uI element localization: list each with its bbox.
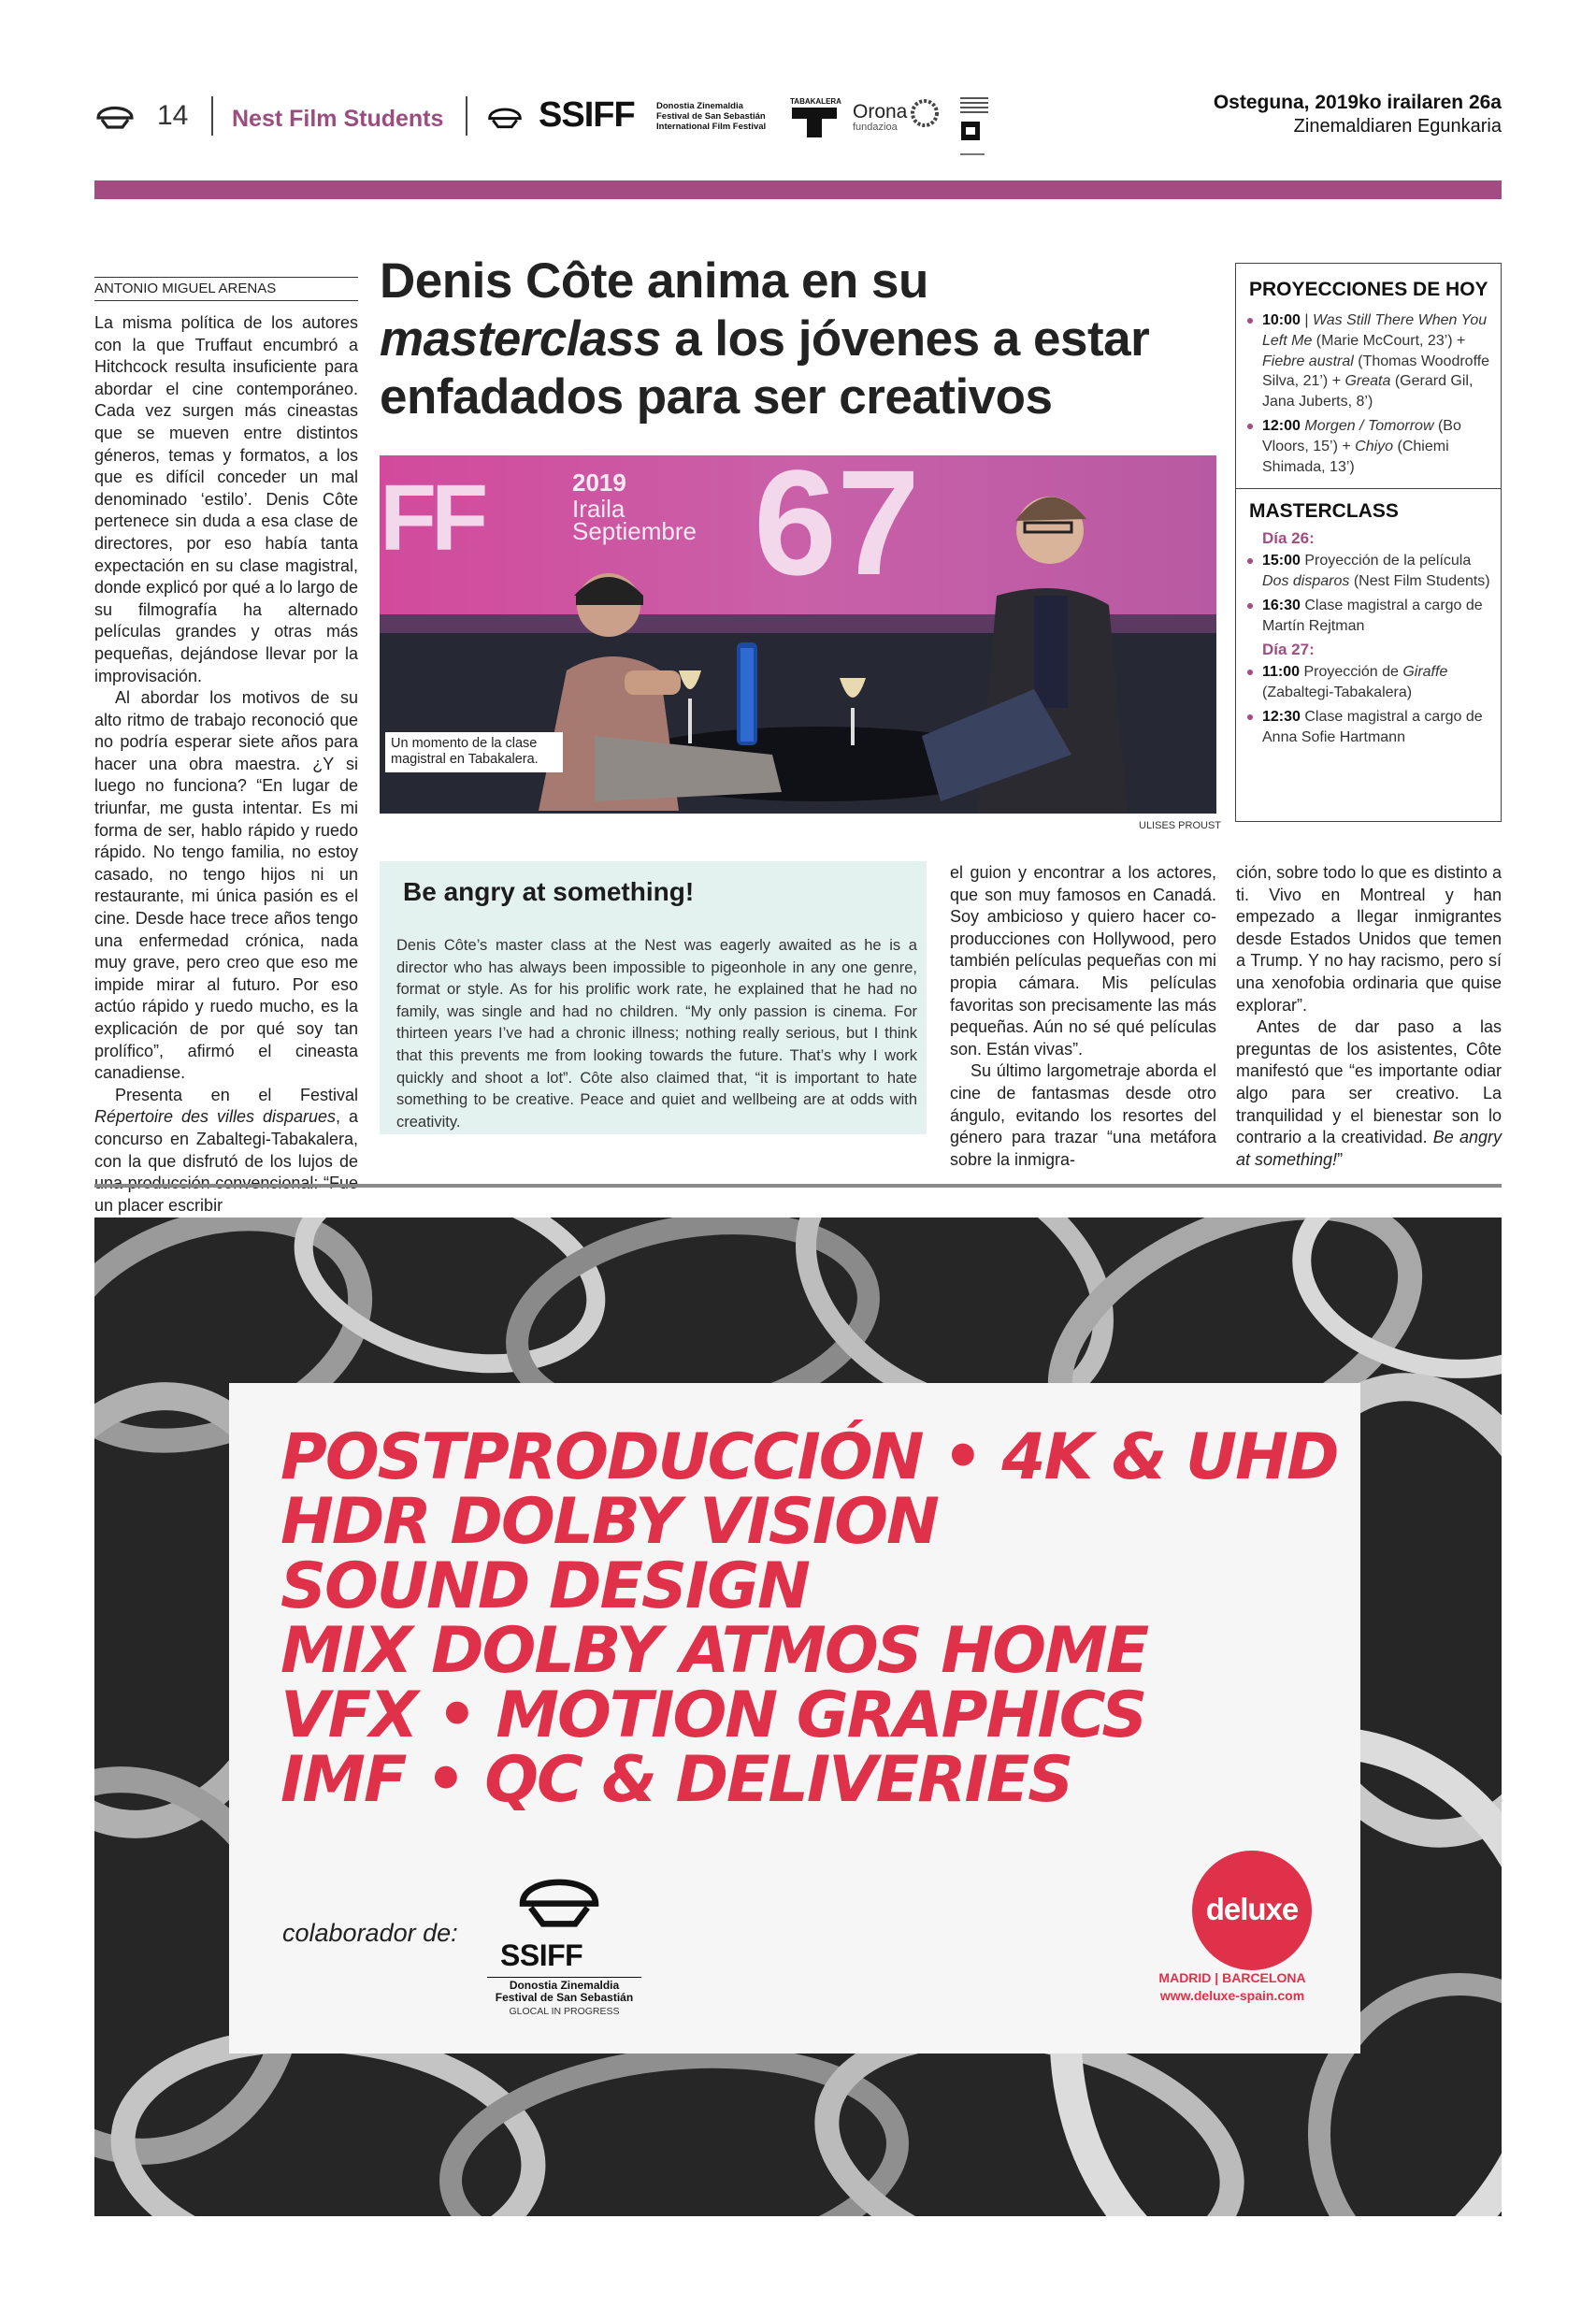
deluxe-logo-word: deluxe <box>1205 1892 1299 1926</box>
newspaper-name: Zinemaldiaren Egunkaria <box>1293 116 1502 137</box>
article-column-4 <box>1236 862 1502 1171</box>
section-divider <box>94 1184 1502 1188</box>
paragraph: Presenta en el Festival Répertoire des villes disparues, a concurso en Zabaltegi-Tabakalera, con la que disfrutó de los lujos de un placer escribir <box>94 1085 358 1215</box>
day-label: Día 27: <box>1262 641 1315 659</box>
paragraph: La misma política de los autores con la que Truffaut encumbró a Hitchcock resulta insuficiente para abordar el cine contemporáneo. Cada vez surgen más cineastas que se mueven entre distintos géneros, temas y formatos, a los que es difícil conceder un mal denominado ‘estilo’. Denis Côte pertenece sin duda a esa clase de directores, por eso había tanta expectación en su clase magistral, donde explicó por qué a lo largo de su filmografía ha alternado películas grandes y otras más pequeñas, dejándose llevar por la improvisación. <box>94 313 358 685</box>
header-color-bar <box>94 180 1502 199</box>
ad-line-vfx: VFX • MOTION GRAPHICS <box>280 1679 1146 1752</box>
ad-ssiff-text: Donostia Zinemaldia Festival de San Sebastián <box>487 1977 641 2004</box>
screen-sept: Septiembre <box>572 517 697 545</box>
ad-line-hdr: HDR DOLBY VISION <box>280 1485 938 1559</box>
paragraph: Antes de dar paso a las preguntas de los asistentes, Côte manifestó que “es importante odiar algo para ser creativo. La tranquilidad y el bienestar son lo contrario a la creatividad. Be angry at something!” <box>1236 1017 1502 1169</box>
ssiff-logo-word: SSIFF <box>539 95 635 135</box>
section-title: Nest Film Students <box>232 106 444 132</box>
schedule-sidebar <box>1235 263 1502 822</box>
list-item: 15:00 Proyección de la película Dos disparos (Nest Film Students) <box>1245 551 1491 592</box>
list-item: 12:00 Morgen / Tomorrow (Bo Vloors, 15’) + Chiyo (Chiemi Shimada, 13’) <box>1245 416 1491 477</box>
masterclass-schedule <box>1245 528 1491 747</box>
sponsor-badge-icon <box>958 97 992 163</box>
ssiff-shell-icon <box>514 1859 604 1932</box>
ssiff-shell-icon <box>94 97 136 131</box>
ssiff-logo-icon <box>486 99 524 131</box>
english-summary-body: Denis Côte’s master class at the Nest was eagerly awaited as he is a director who has always been impossible to pigeonhole in any one genre, format or style. As for his prolific work rate, he explained that he had no family, was single and had no children. “My only passion is cinema. For thirteen years I’ve had a chronic illness; nothing really serious, but I think that this prevents me from looking towards the future. That’s why I work quickly and shoot a lot”. Côte also claimed that, “it is important to hate something to be creative. Peace and quiet and wellbeing are at odds with creativity. <box>396 937 917 1131</box>
ad-line-postproduccion: POSTPRODUCCIÓN • 4K & UHD <box>280 1420 1338 1494</box>
article-column-3 <box>950 862 1216 1171</box>
photo-caption: Un momento de la clase magistral en Tabakalera. <box>385 732 563 772</box>
screen-number: 67 <box>754 455 920 606</box>
paragraph: el guion y encontrar a los actores, que son muy famosos en Canadá. Soy ambicioso y quiero hacer co-producciones con Hollywood, pero también películas pequeñas con mi propia cámara. Mis películas favoritas son precisamente las más pequeñas. Aún no sé qué películas son. Están vivas”. <box>950 863 1216 1059</box>
day-label: Día 26: <box>1262 529 1315 548</box>
issue-date: Osteguna, 2019ko irailaren 26a <box>1213 92 1502 113</box>
article-column-1 <box>94 312 358 1217</box>
list-item: 11:00 Proyección de Giraffe (Zabaltegi-Tabakalera) <box>1245 662 1491 703</box>
english-summary-title: Be angry at something! <box>403 877 695 906</box>
deluxe-cities: MADRID | BARCELONA <box>1158 1970 1306 1985</box>
header-divider <box>466 96 467 136</box>
orona-ring-icon <box>909 97 941 129</box>
ad-ssiff-tagline: GLOCAL IN PROGRESS <box>509 2006 620 2017</box>
byline: ANTONIO MIGUEL ARENAS <box>94 277 358 301</box>
list-item: 16:30 Clase magistral a cargo de Martín Rejtman <box>1245 596 1491 637</box>
paragraph: Su último largometraje aborda el cine de fantasmas desde otro ángulo, evitando los resortes del género para trazar “una metáfora sobre la inmigra- <box>950 1061 1216 1169</box>
orona-logo: Orona fundazioa <box>853 101 908 133</box>
header-divider <box>211 96 213 136</box>
photo-credit: ULISES PROUST <box>1139 820 1222 831</box>
ad-ssiff-word: SSIFF <box>500 1938 583 1972</box>
screen-ff: FF <box>380 466 483 570</box>
ad-line-mix: MIX DOLBY ATMOS HOME <box>280 1614 1148 1688</box>
paragraph: Al abordar los motivos de su alto ritmo de trabajo reconoció que no podría esperar siete años para hacer una obra maestra. ¿Y si luego no funciona? “En lugar de triunfar, me gusta intentar. Es mi forma de ser, hablo rápido y ruedo rápido. No tengo familia, no estoy casado, no tengo hijos ni un restaurante, mi única pasión es el cine. Desde hace trece años tengo una enfermedad crónica, nada muy grave, pero creo que eso me impide mirar al futuro. Por eso actúo rápido y ruedo mucho, es la explicación de por qué soy tan prolífico”, afirmó el cineasta canadiense. <box>94 688 358 1083</box>
tabakalera-t-icon <box>790 106 839 137</box>
paragraph: ción, sobre todo lo que es distinto a ti. Vivo en Montreal y han empezado a llegar inmigrantes desde Estados Unidos que temen a Trump. Y no hay racismo, pero sí una xenofobia ordinaria que quise explorar”. <box>1236 863 1502 1015</box>
list-item: 10:00 | Was Still There When You Left Me (Marie McCourt, 23’) + Fiebre austral (Thomas Woodroffe Silva, 21’) + Greata (Gerard Gil, Jana Juberts, 8’) <box>1245 310 1491 412</box>
screen-month: Iraila <box>572 495 625 523</box>
page-number: 14 <box>157 100 189 131</box>
ad-line-sound: SOUND DESIGN <box>280 1549 809 1623</box>
sidebar-title-screenings: PROYECCIONES DE HOY <box>1249 279 1488 300</box>
collaborator-label: colaborador de: <box>282 1919 458 1947</box>
screenings-list <box>1245 310 1491 477</box>
headline: Denis Côte anima en su masterclass a los jóvenes a estar enfadados para ser creativos <box>380 253 1150 425</box>
ad-line-imf: IMF • QC & DELIVERIES <box>280 1743 1072 1817</box>
sidebar-title-masterclass: MASTERCLASS <box>1249 500 1399 523</box>
deluxe-url: www.deluxe-spain.com <box>1159 1988 1305 2003</box>
list-item: 12:30 Clase magistral a cargo de Anna Sofie Hartmann <box>1245 707 1491 748</box>
ssiff-logo-text: Donostia Zinemaldia Festival de San Sebastián International Film Festival <box>656 101 767 132</box>
tabakalera-logo: TABAKALERA <box>790 97 839 142</box>
screen-year: 2019 <box>572 468 626 497</box>
